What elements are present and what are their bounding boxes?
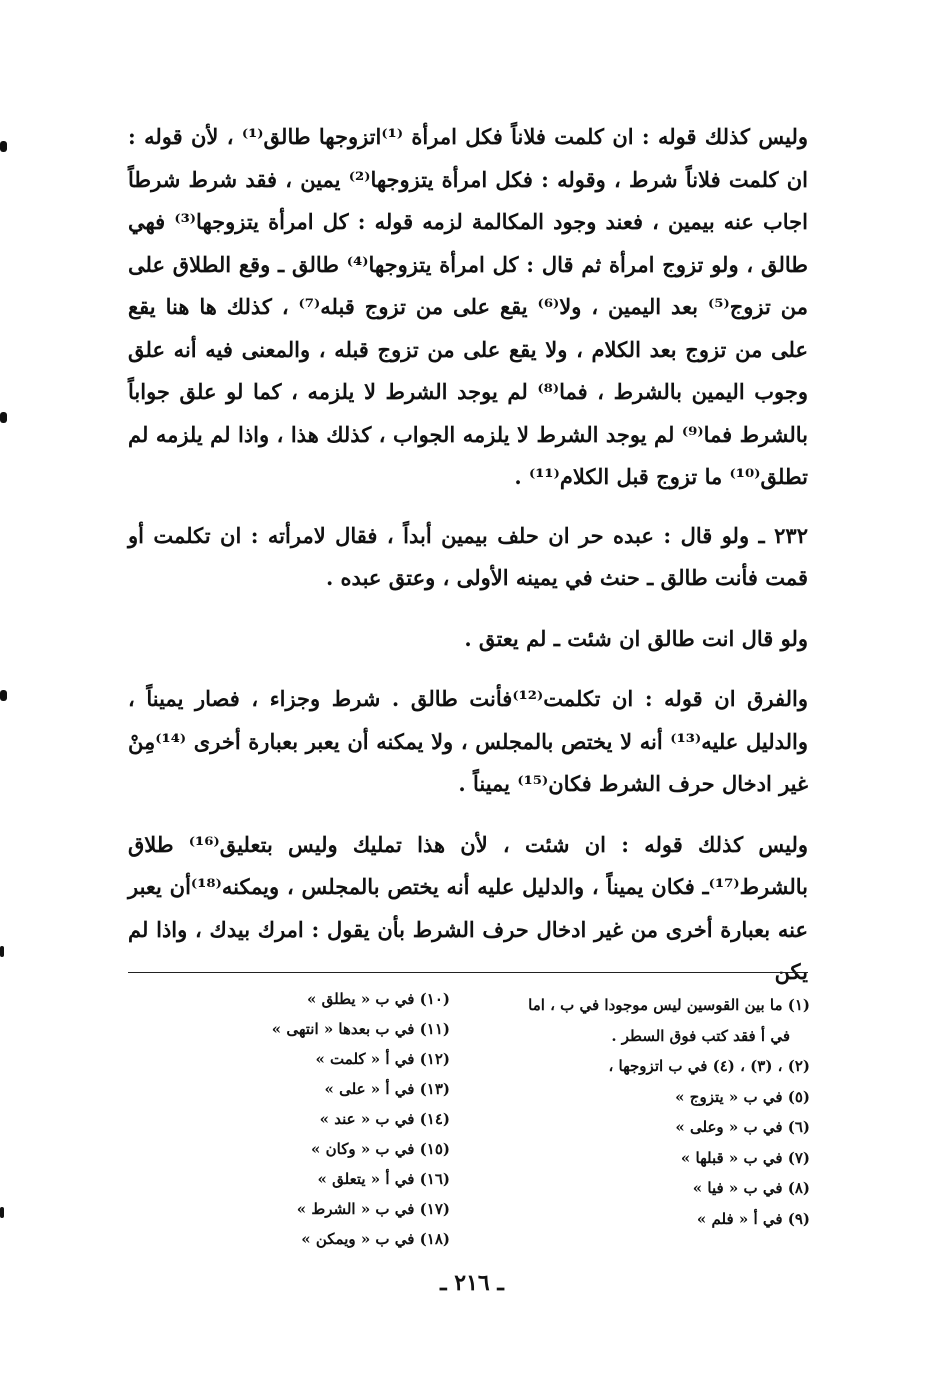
- footnote: (١٢) في أ « كلمت »: [315, 1050, 450, 1068]
- paragraph-number: ٢٣٢: [774, 522, 808, 548]
- footnote: (٢) ، (٣) ، (٤) في ب اتزوجها ،: [608, 1057, 810, 1075]
- footnote: (١٦) في أ « يتعلق »: [317, 1170, 450, 1188]
- footnote-separator: [128, 972, 808, 973]
- footnote: (٧) في ب « قبلها »: [680, 1148, 810, 1167]
- page-number: ـ ٢١٦ ـ: [440, 1270, 504, 1296]
- footnote: (١) ما بين القوسين ليس موجودا في ب ، اما: [528, 996, 810, 1014]
- footnote: (١١) في ب بعدها « انتهى »: [271, 1020, 450, 1038]
- footnote: (١٥) في ب « وكان »: [311, 1140, 450, 1158]
- footnote: (٩) في أ « فلم »: [696, 1209, 810, 1228]
- footnote: (١٨) في ب « ويمكن »: [301, 1230, 450, 1248]
- paragraph-3: ولو قال انت طالق ان شئت ـ لم يعتق .: [464, 625, 808, 651]
- footnotes-left-column: [250, 984, 450, 1254]
- main-text: [128, 116, 808, 994]
- scan-edge-mark: [0, 946, 4, 957]
- footnote: (١٠) في ب « يطلق »: [307, 990, 450, 1008]
- footnotes-right-column: [470, 990, 810, 1234]
- scan-edge-mark: [0, 1207, 4, 1218]
- scan-edge-mark: [0, 412, 7, 423]
- footnote: (٦) في ب « وعلى »: [675, 1118, 810, 1136]
- paragraph-1: وليس كذلك قوله : ان كلمت فلاناً فكل امرأة ⁽¹⁾اتزوجها طالق⁽¹⁾ ، لأن قوله : ان كلمت فلاناً شرط ، وقوله : فكل امرأة يتزوجها⁽²⁾ يمين ، فقد شرط شرطاً اجاب عنه بيمين ، فعند وجود المكالمة لزمه قوله : كل امرأة يتزوجها⁽³⁾ فهي طالق ، ولو تزوج امرأة ثم قال : كل امرأة يتزوجها⁽⁴⁾ طالق ـ وقع الطلاق على من تزوج⁽⁵⁾ بعد اليمين ، ولا⁽⁶⁾ يقع على من تزوج قبله⁽⁷⁾ ، كذلك ها هنا يقع على من تزوج بعد الكلام ، ولا يقع على من تزوج قبله ، والمعنى فيه أنه علق وجوب اليمين بالشرط ، فما⁽⁸⁾ لم يوجد الشرط لا يلزمه ، كما لو علق جواباً بالشرط فما⁽⁹⁾ لم يوجد الشرط لا يلزمه الجواب ، كذلك هذا ، واذا لم يلزمه لم تطلق⁽¹⁰⁾ ما تزوج قبل الكلام⁽¹¹⁾ .: [128, 124, 809, 489]
- footnote: في أ فقد كتب فوق السطر .: [611, 1026, 790, 1045]
- footnote: (٨) في ب « فيا »: [692, 1179, 810, 1197]
- footnote: (١٤) في ب « عند »: [319, 1110, 450, 1128]
- paragraph-4: والفرق ان قوله : ان تكلمت⁽¹²⁾فأنت طالق . شرط وجزاء ، فصار يميناً ، والدليل عليه⁽¹³⁾ أنه لا يختص بالمجلس ، ولا يمكنه أن يعبر بعبارة أخرى ⁽¹⁴⁾مِنْ غير ادخال حرف الشرط فكان⁽¹⁵⁾ يميناً .: [128, 686, 809, 796]
- footnote: (٥) في ب « يتزوج »: [675, 1087, 810, 1106]
- scan-edge-mark: [0, 690, 7, 701]
- scan-edge-mark: [0, 141, 7, 152]
- paragraph-2: [128, 515, 808, 600]
- paragraph-5: وليس كذلك قوله : ان شئت ، لأن هذا تمليك وليس بتعليق⁽¹⁶⁾ طلاق بالشرط⁽¹⁷⁾ـ فكان يميناً ، والدليل عليه أنه يختص بالمجلس ، ويمكنه⁽¹⁸⁾أن يعبر عنه بعبارة أخرى من غير ادخال حرف الشرط بأن يقول : امرك بيدك ، واذا لم يكن: [128, 831, 808, 984]
- footnote: (١٣) في أ « على »: [324, 1080, 450, 1098]
- paragraph-2-text: ـ ولو قال : عبده حر ان حلف بيمين أبداً ، فقال لامرأته : ان تكلمت أو قمت فأنت طالق ـ حنث في يمينه الأولى ، وعتق عبده .: [128, 522, 808, 590]
- footnote: (١٧) في ب « الشرط »: [296, 1200, 450, 1218]
